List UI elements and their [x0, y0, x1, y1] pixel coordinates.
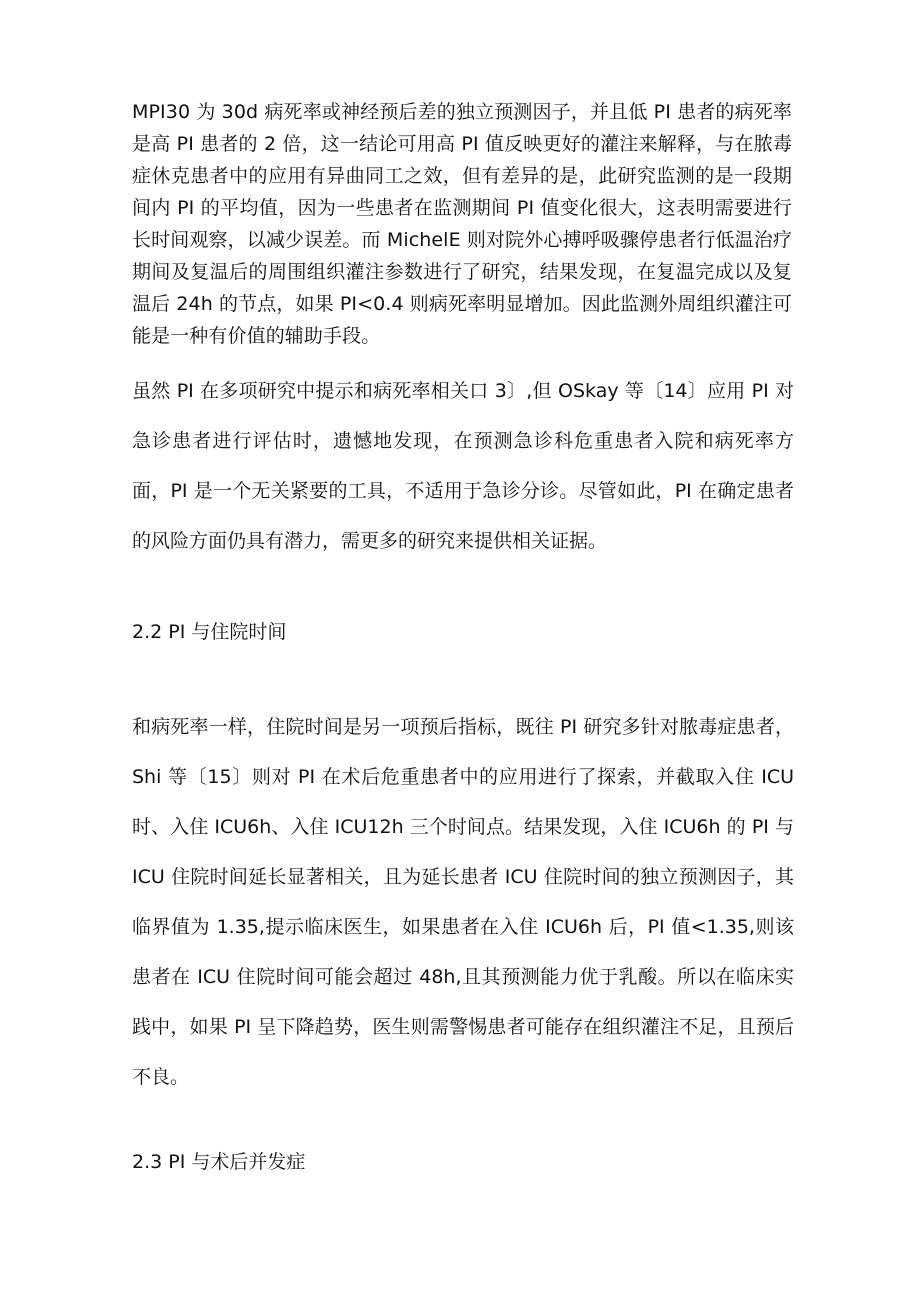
paragraph-pi-hospital-stay: 和病死率一样，住院时间是另一项预后指标，既往 PI 研究多针对脓毒症患者，Shi 等〔15〕则对 PI 在术后危重患者中的应用进行了探索，并截取入住 ICU 时、入住 ICU6h、入住 ICU12h 三个时间点。结果发现，入住 ICU6h 的 PI 与 ICU 住院时间延长显著相关，且为延长患者 ICU 住院时间的独立预测因子，其临界值为 1.35,提示临床医生，如果患者在入住 ICU6h 后，PI 值<1.35,则该患者在 ICU 住院时间可能会超过 48h,且其预测能力优于乳酸。所以在临床实践中，如果 PI 呈下降趋势，医生则需警惕患者可能存在组织灌注不足，且预后不良。 [132, 716, 794, 1088]
section-heading-2-3: 2.3 PI 与术后并发症 [132, 1151, 306, 1173]
section-heading-2-2: 2.2 PI 与住院时间 [132, 621, 287, 643]
paragraph-pi-emergency: 虽然 PI 在多项研究中提示和病死率相关口 3〕,但 OSkay 等〔14〕应用 PI 对急诊患者进行评估时，遗憾地发现，在预测急诊科危重患者入院和病死率方面，PI 是一个无关紧要的工具，不适用于急诊分诊。尽管如此，PI 在确定患者的风险方面仍具有潜力，需更多的研究来提供相关证据。 [132, 380, 794, 552]
paragraph-mpi30-mortality: MPI30 为 30d 病死率或神经预后差的独立预测因子，并且低 PI 患者的病死率是高 PI 患者的 2 倍，这一结论可用高 PI 值反映更好的灌注来解释，与在脓毒症休克患者中的应用有异曲同工之效，但有差异的是，此研究监测的是一段期间内 PI 的平均值，因为一些患者在监测期间 PI 值变化很大，这表明需要进行长时间观察，以减少误差。而 MichelE 则对院外心搏呼吸骤停患者行低温治疗期间及复温后的周围组织灌注参数进行了研究，结果发现，在复温完成以及复温后 24h 的节点，如果 PI<0.4 则病死率明显增加。因此监测外周组织灌注可能是一种有价值的辅助手段。 [132, 101, 792, 347]
